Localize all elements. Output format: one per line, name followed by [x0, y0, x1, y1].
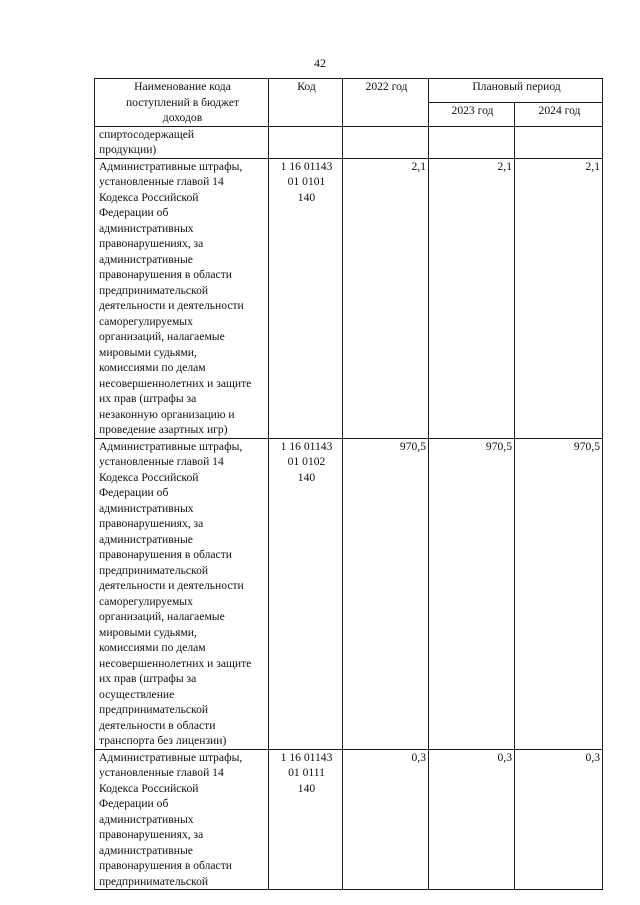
page-number: 42 [314, 56, 326, 70]
row-name: Административные штрафы, установленные главой 14 Кодекса Российской Федерации об административных правонарушениях, за административные правонарушения в области предпринимательской деятельности и деятельности саморегулируемых организаций, налагаемые мировыми судьями, комиссиями по делам несовершеннолетних и защите их прав (штрафы за незаконную организацию и проведение азартных игр) [95, 158, 269, 438]
row-code [269, 126, 343, 158]
header-name: Наименование кода поступлений в бюджет доходов [95, 79, 269, 127]
table-row [95, 749, 603, 890]
header-year-2024: 2024 год [515, 102, 603, 126]
row-value-2022: 2,1 [343, 158, 429, 438]
table-row [95, 438, 603, 749]
row-value-2023: 970,5 [429, 438, 515, 749]
row-value-2022: 0,3 [343, 749, 429, 890]
header-year-2022: 2022 год [343, 79, 429, 127]
row-value-2023: 2,1 [429, 158, 515, 438]
row-name: Административные штрафы, установленные главой 14 Кодекса Российской Федерации об административных правонарушениях, за административные правонарушения в области предпринимательской деятельности и деятельности саморегулируемых организаций, налагаемые мировыми судьями, комиссиями по делам несовершеннолетних и защите их прав (штрафы за осуществление предпринимательской деятельности в области транспорта без лицензии) [95, 438, 269, 749]
row-name: Административные штрафы, установленные главой 14 Кодекса Российской Федерации об административных правонарушениях, за административные правонарушения в области предпринимательской [95, 749, 269, 890]
row-value-2024 [515, 126, 603, 158]
table-header-row [95, 79, 603, 103]
revenue-table [94, 78, 603, 890]
header-planned-period: Плановый период [429, 79, 603, 103]
row-code: 1 16 01143 01 0111 140 [269, 749, 343, 890]
table-row [95, 158, 603, 438]
row-value-2023 [429, 126, 515, 158]
table-row [95, 126, 603, 158]
row-value-2024: 970,5 [515, 438, 603, 749]
row-value-2024: 2,1 [515, 158, 603, 438]
row-value-2022: 970,5 [343, 438, 429, 749]
header-code: Код [269, 79, 343, 127]
row-value-2023: 0,3 [429, 749, 515, 890]
row-code: 1 16 01143 01 0102 140 [269, 438, 343, 749]
row-name: спиртосодержащей продукции) [95, 126, 269, 158]
row-value-2022 [343, 126, 429, 158]
row-value-2024: 0,3 [515, 749, 603, 890]
header-year-2023: 2023 год [429, 102, 515, 126]
row-code: 1 16 01143 01 0101 140 [269, 158, 343, 438]
